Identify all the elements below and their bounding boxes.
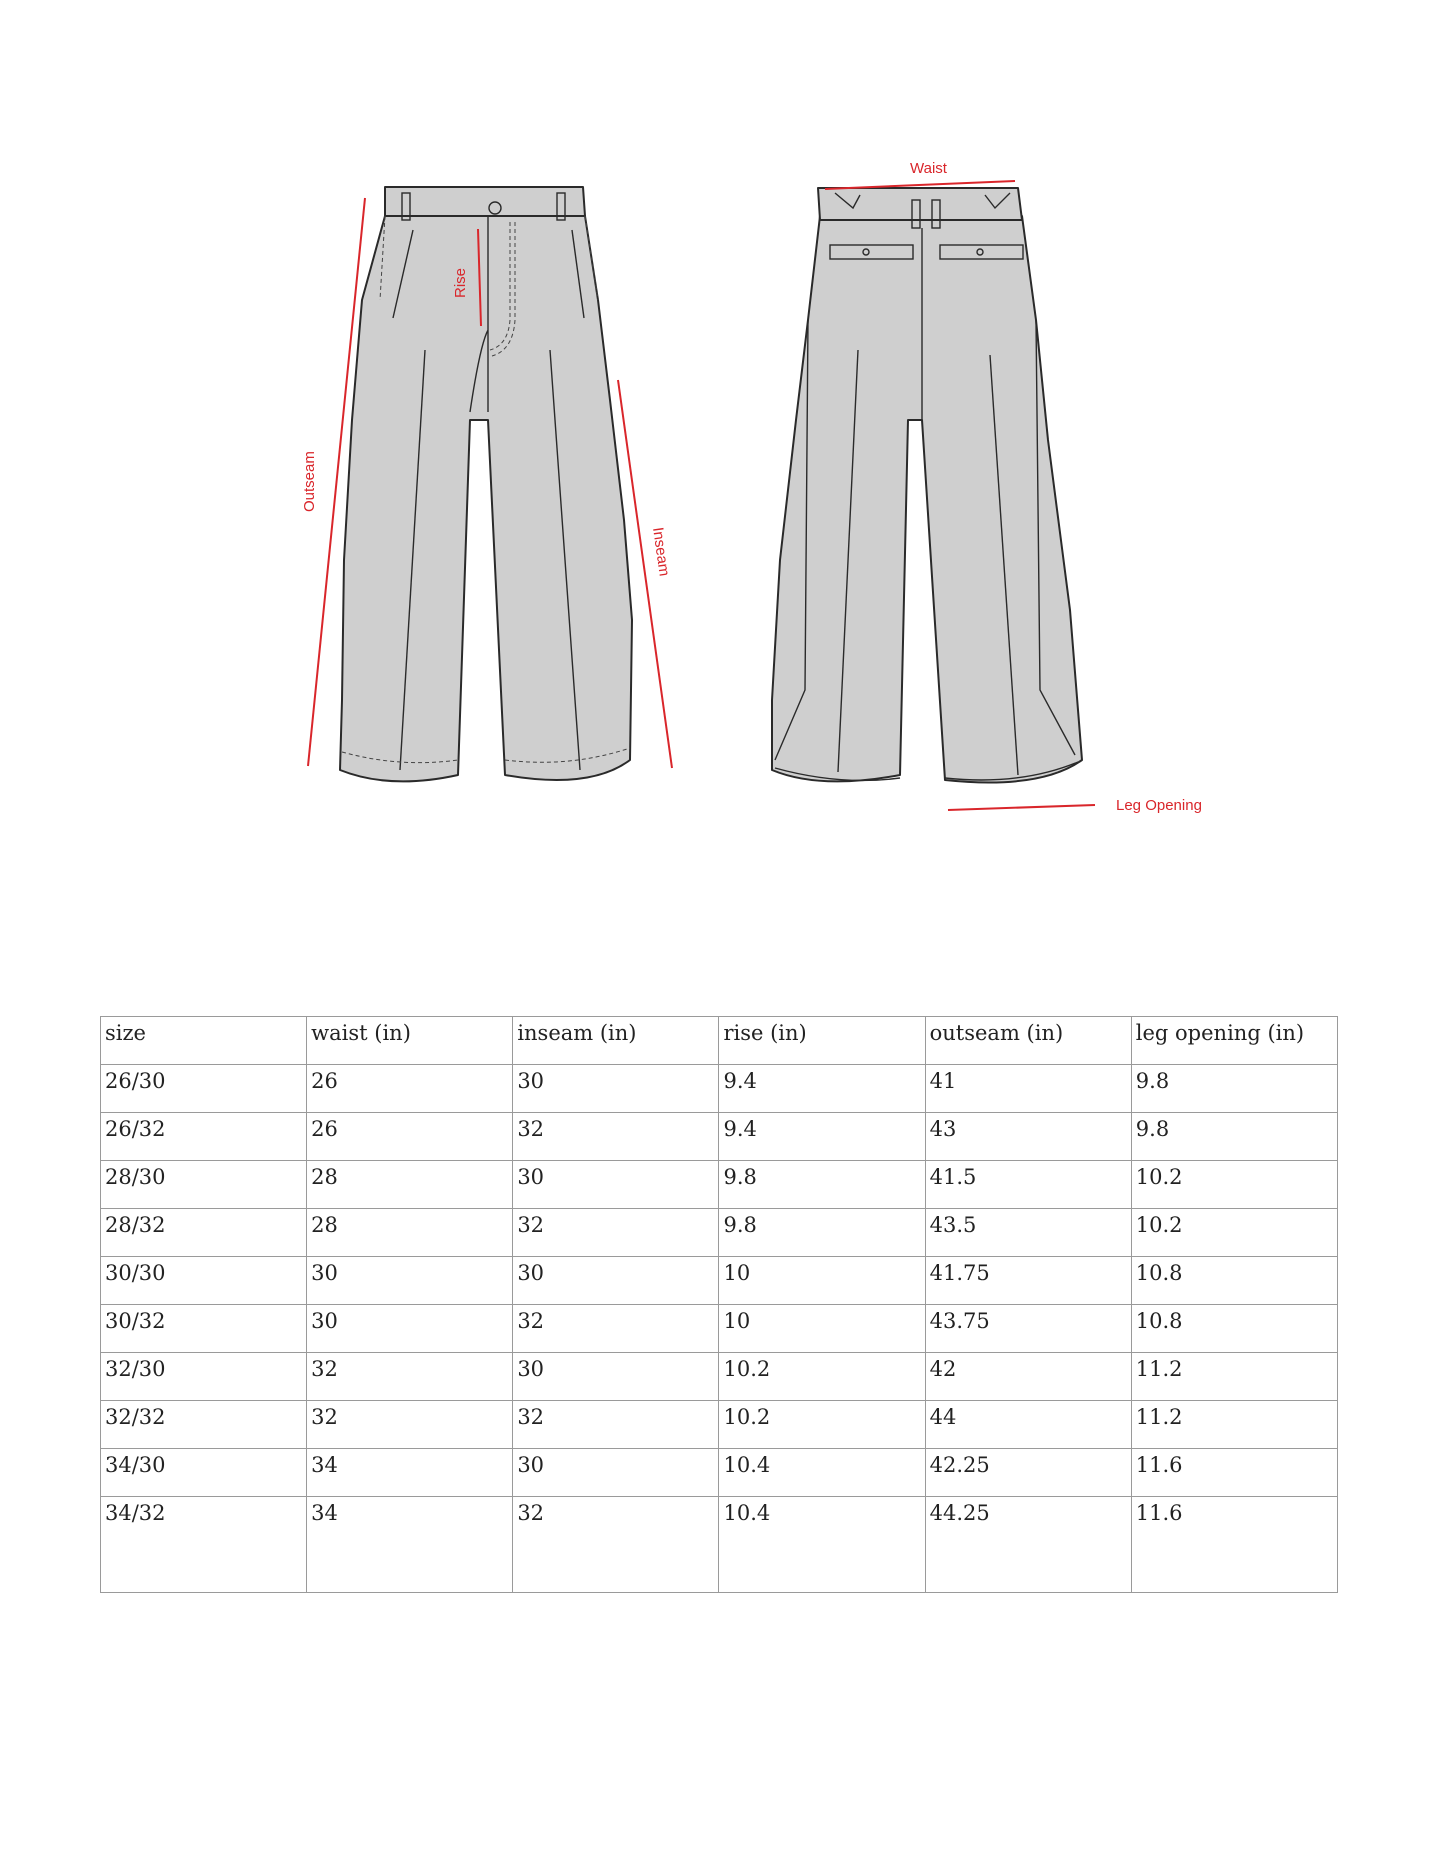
rise-label: Rise (452, 267, 469, 298)
cell-waist: 30 (307, 1257, 513, 1305)
header-size: size (101, 1017, 307, 1065)
cell-waist: 32 (307, 1353, 513, 1401)
size-chart-table (100, 1016, 1338, 1593)
cell-inseam: 30 (513, 1257, 719, 1305)
cell-size: 26/30 (101, 1065, 307, 1113)
table-row (101, 1449, 1338, 1497)
front-waistband (385, 187, 585, 216)
cell-outseam: 42 (925, 1353, 1131, 1401)
cell-outseam: 44 (925, 1401, 1131, 1449)
cell-rise: 9.4 (719, 1113, 925, 1161)
back-pants-body (772, 216, 1082, 783)
cell-size: 32/30 (101, 1353, 307, 1401)
cell-leg-opening: 11.6 (1131, 1497, 1337, 1593)
pants-measurement-diagram (0, 0, 1440, 860)
cell-outseam: 43.5 (925, 1209, 1131, 1257)
cell-size: 30/32 (101, 1305, 307, 1353)
cell-inseam: 30 (513, 1353, 719, 1401)
table-row (101, 1401, 1338, 1449)
waist-label: Waist (910, 160, 947, 177)
cell-waist: 30 (307, 1305, 513, 1353)
cell-rise: 10.2 (719, 1353, 925, 1401)
table-row (101, 1257, 1338, 1305)
inseam-label: Inseam (649, 526, 673, 578)
cell-rise: 10 (719, 1305, 925, 1353)
cell-size: 28/32 (101, 1209, 307, 1257)
cell-inseam: 32 (513, 1305, 719, 1353)
cell-waist: 28 (307, 1161, 513, 1209)
header-waist: waist (in) (307, 1017, 513, 1065)
table-row (101, 1305, 1338, 1353)
cell-inseam: 32 (513, 1113, 719, 1161)
cell-leg-opening: 10.2 (1131, 1209, 1337, 1257)
cell-inseam: 30 (513, 1065, 719, 1113)
table-row (101, 1353, 1338, 1401)
cell-size: 28/30 (101, 1161, 307, 1209)
header-leg-opening: leg opening (in) (1131, 1017, 1337, 1065)
table-row (101, 1497, 1338, 1593)
cell-inseam: 32 (513, 1209, 719, 1257)
cell-outseam: 44.25 (925, 1497, 1131, 1593)
cell-rise: 10.4 (719, 1449, 925, 1497)
table-header-row (101, 1017, 1338, 1065)
cell-rise: 9.4 (719, 1065, 925, 1113)
cell-outseam: 41.75 (925, 1257, 1131, 1305)
cell-inseam: 30 (513, 1161, 719, 1209)
cell-rise: 10 (719, 1257, 925, 1305)
cell-outseam: 41 (925, 1065, 1131, 1113)
cell-waist: 34 (307, 1497, 513, 1593)
cell-leg-opening: 10.2 (1131, 1161, 1337, 1209)
cell-size: 34/30 (101, 1449, 307, 1497)
table-row (101, 1209, 1338, 1257)
cell-waist: 32 (307, 1401, 513, 1449)
pants-front-view (340, 187, 632, 781)
cell-rise: 9.8 (719, 1209, 925, 1257)
cell-size: 32/32 (101, 1401, 307, 1449)
cell-outseam: 42.25 (925, 1449, 1131, 1497)
table-row (101, 1161, 1338, 1209)
header-rise: rise (in) (719, 1017, 925, 1065)
cell-waist: 26 (307, 1065, 513, 1113)
cell-leg-opening: 11.2 (1131, 1401, 1337, 1449)
cell-waist: 26 (307, 1113, 513, 1161)
outseam-label: Outseam (301, 451, 318, 512)
cell-leg-opening: 11.6 (1131, 1449, 1337, 1497)
cell-size: 26/32 (101, 1113, 307, 1161)
cell-leg-opening: 10.8 (1131, 1257, 1337, 1305)
pants-back-view (772, 188, 1082, 783)
cell-waist: 34 (307, 1449, 513, 1497)
header-outseam: outseam (in) (925, 1017, 1131, 1065)
cell-outseam: 41.5 (925, 1161, 1131, 1209)
cell-rise: 10.2 (719, 1401, 925, 1449)
cell-leg-opening: 11.2 (1131, 1353, 1337, 1401)
table-row (101, 1065, 1338, 1113)
cell-waist: 28 (307, 1209, 513, 1257)
leg-opening-measure-line (948, 805, 1095, 810)
cell-leg-opening: 9.8 (1131, 1065, 1337, 1113)
header-inseam: inseam (in) (513, 1017, 719, 1065)
cell-leg-opening: 10.8 (1131, 1305, 1337, 1353)
cell-leg-opening: 9.8 (1131, 1113, 1337, 1161)
cell-outseam: 43 (925, 1113, 1131, 1161)
cell-inseam: 32 (513, 1401, 719, 1449)
cell-rise: 9.8 (719, 1161, 925, 1209)
leg-opening-label: Leg Opening (1116, 797, 1202, 814)
front-pants-body (340, 216, 632, 781)
cell-inseam: 32 (513, 1497, 719, 1593)
cell-outseam: 43.75 (925, 1305, 1131, 1353)
cell-inseam: 30 (513, 1449, 719, 1497)
table-row (101, 1113, 1338, 1161)
cell-size: 34/32 (101, 1497, 307, 1593)
cell-size: 30/30 (101, 1257, 307, 1305)
cell-rise: 10.4 (719, 1497, 925, 1593)
